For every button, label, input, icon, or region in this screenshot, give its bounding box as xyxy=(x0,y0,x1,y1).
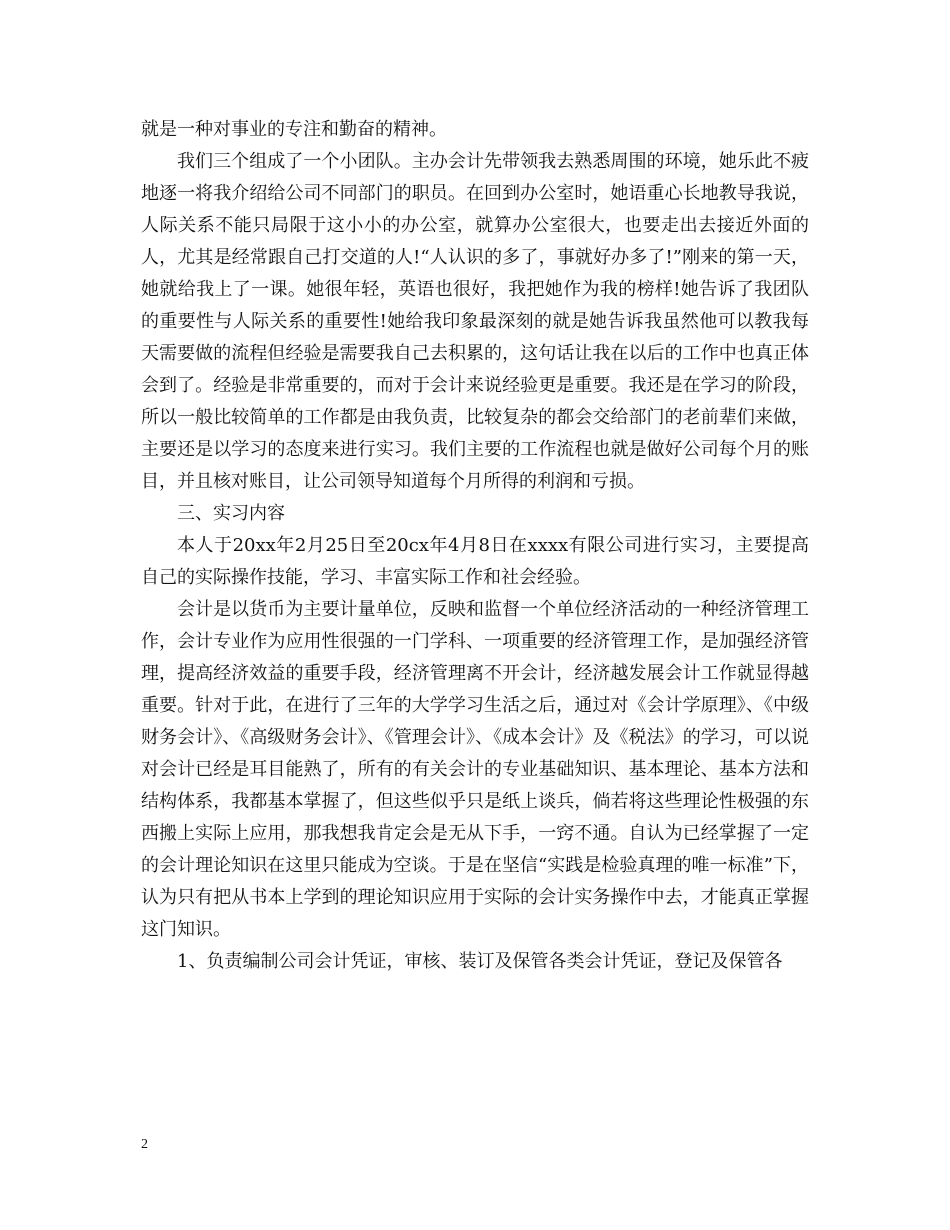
section-heading-internship-content: 三、实习内容 xyxy=(177,503,285,524)
paragraph-continuation: 就是一种对事业的专注和勤奋的精神。 xyxy=(141,119,447,140)
paragraph-duty-item-1: 1、负责编制公司会计凭证，审核、装订及保管各类会计凭证，登记及保管各 xyxy=(177,951,783,972)
document-body xyxy=(141,114,809,978)
paragraph-team-intro: 我们三个组成了一个小团队。主办会计先带领我去熟悉周围的环境，她乐此不疲地逐一将我介绍给公司不同部门的职员。在回到办公室时，她语重心长地教导我说，人际关系不能只局限于这小小的办公室，就算办公室很大，也要走出去接近外面的人，尤其是经常跟自己打交道的人!“人认识的多了，事就好办多了!”刚来的第一天，她就给我上了一课。她很年轻，英语也很好，我把她作为我的榜样!她告诉了我团队的重要性与人际关系的重要性!她给我印象最深刻的就是她告诉我虽然他可以教我每天需要做的流程但经验是需要我自己去积累的，这句话让我在以后的工作中也真正体会到了。经验是非常重要的，而对于会计来说经验更是重要。我还是在学习的阶段，所以一般比较简单的工作都是由我负责，比较复杂的都会交给部门的老前辈们来做，主要还是以学习的态度来进行实习。我们主要的工作流程也就是做好公司每个月的账目，并且核对账目，让公司领导知道每个月所得的利润和亏损。 xyxy=(141,151,809,492)
page-number: 2 xyxy=(141,1137,148,1152)
paragraph-internship-period: 本人于20xx年2月25日至20cx年4月8日在xxxx有限公司进行实习，主要提高自己的实际操作技能，学习、丰富实际工作和社会经验。 xyxy=(141,535,809,588)
paragraph-accounting-description: 会计是以货币为主要计量单位，反映和监督一个单位经济活动的一种经济管理工作，会计专业作为应用性很强的一门学科、一项重要的经济管理工作，是加强经济管理，提高经济效益的重要手段，经济管理离不开会计，经济越发展会计工作就显得越重要。针对于此，在进行了三年的大学学习生活之后，通过对《会计学原理》、《中级财务会计》、《高级财务会计》、《管理会计》、《成本会计》及《税法》的学习，可以说对会计已经是耳目能熟了，所有的有关会计的专业基础知识、基本理论、基本方法和结构体系，我都基本掌握了，但这些似乎只是纸上谈兵，倘若将这些理论性极强的东西搬上实际上应用，那我想我肯定会是无从下手，一窍不通。自认为已经掌握了一定的会计理论知识在这里只能成为空谈。于是在坚信“实践是检验真理的唯一标准”下，认为只有把从书本上学到的理论知识应用于实际的会计实务操作中去，才能真正掌握这门知识。 xyxy=(141,599,809,940)
